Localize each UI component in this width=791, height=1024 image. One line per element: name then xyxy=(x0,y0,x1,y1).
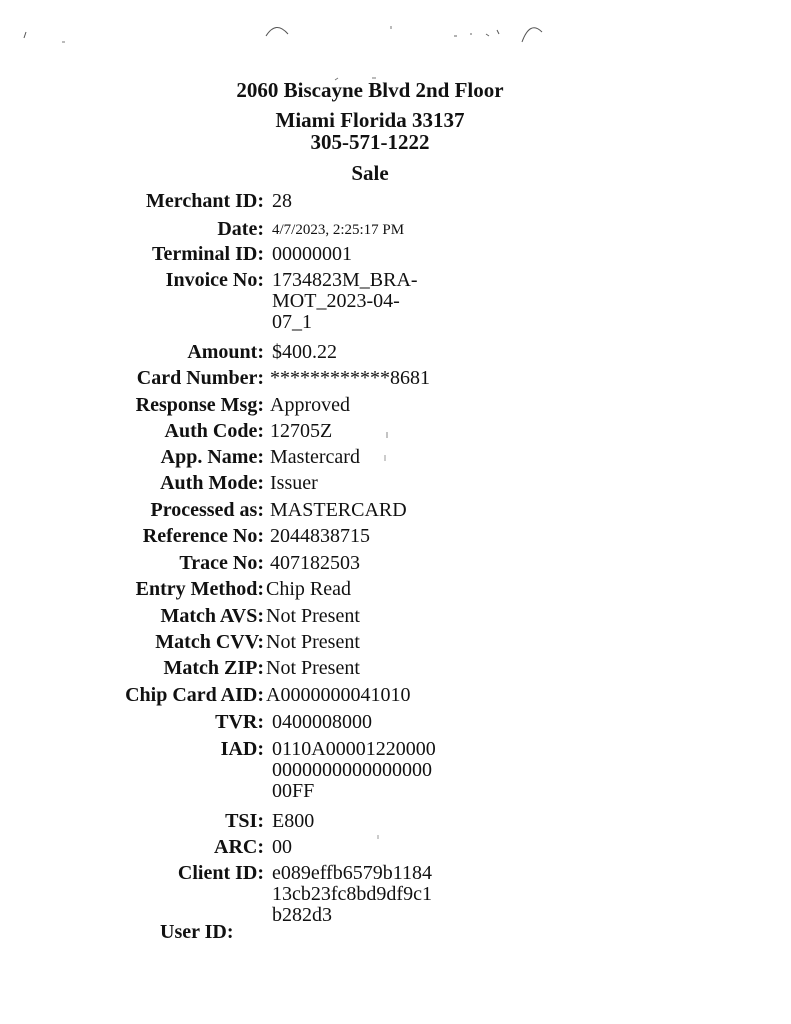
label-chip-card-aid: Chip Card AID: xyxy=(125,684,264,706)
value-entry-method: Chip Read xyxy=(266,578,351,600)
label-tvr: TVR: xyxy=(215,711,264,733)
label-processed-as: Processed as: xyxy=(150,499,264,521)
value-processed-as: MASTERCARD xyxy=(270,499,407,521)
label-user-id: User ID: xyxy=(160,921,234,943)
label-tsi: TSI: xyxy=(225,810,264,832)
cutoff-row-user-id xyxy=(160,921,460,943)
label-match-zip: Match ZIP: xyxy=(163,657,264,679)
label-reference-no: Reference No: xyxy=(142,525,264,547)
transaction-type: Sale xyxy=(351,161,389,185)
value-client-id: e089effb6579b1184 13cb23fc8bd9df9c1 b282d3 xyxy=(272,862,432,926)
label-invoice-no: Invoice No: xyxy=(165,269,264,291)
label-trace-no: Trace No: xyxy=(179,552,264,574)
value-auth-mode: Issuer xyxy=(270,472,318,494)
label-terminal-id: Terminal ID: xyxy=(151,243,264,265)
label-entry-method: Entry Method: xyxy=(135,578,264,600)
value-trace-no: 407182503 xyxy=(270,552,360,574)
value-match-zip: Not Present xyxy=(266,657,360,679)
label-arc: ARC: xyxy=(214,836,264,858)
value-chip-card-aid: A0000000041010 xyxy=(266,684,411,706)
value-merchant-id: 28 xyxy=(272,190,292,212)
value-tvr: 0400008000 xyxy=(272,711,372,733)
label-iad: IAD: xyxy=(220,738,264,760)
label-merchant-id: Merchant ID: xyxy=(146,190,264,212)
value-reference-no: 2044838715 xyxy=(270,525,370,547)
label-amount: Amount: xyxy=(187,341,264,363)
label-match-avs: Match AVS: xyxy=(160,605,264,627)
value-card-number: ************8681 xyxy=(270,367,430,389)
value-tsi: E800 xyxy=(272,810,315,832)
label-client-id: Client ID: xyxy=(177,862,264,884)
label-response-msg: Response Msg: xyxy=(135,394,264,416)
label-date: Date: xyxy=(217,218,264,240)
value-app-name: Mastercard xyxy=(270,446,360,468)
label-card-number: Card Number: xyxy=(136,367,264,389)
value-response-msg: Approved xyxy=(270,394,350,416)
label-app-name: App. Name: xyxy=(160,446,264,468)
scan-dots xyxy=(0,420,791,880)
value-date: 4/7/2023, 2:25:17 PM xyxy=(272,222,405,238)
value-arc: 00 xyxy=(272,836,292,858)
label-auth-mode: Auth Mode: xyxy=(160,472,264,494)
value-match-cvv: Not Present xyxy=(266,631,360,653)
value-auth-code: 12705Z xyxy=(270,420,333,442)
value-match-avs: Not Present xyxy=(266,605,360,627)
label-match-cvv: Match CVV: xyxy=(155,631,264,653)
merchant-city: Miami Florida 33137 xyxy=(275,108,465,132)
value-amount: $400.22 xyxy=(272,341,337,363)
label-auth-code: Auth Code: xyxy=(164,420,264,442)
merchant-phone: 305-571-1222 xyxy=(310,130,430,154)
scan-artifacts xyxy=(0,0,791,80)
merchant-address: 2060 Biscayne Blvd 2nd Floor xyxy=(236,78,504,102)
value-invoice-no: 1734823M_BRA- MOT_2023-04- 07_1 xyxy=(272,269,418,333)
value-terminal-id: 00000001 xyxy=(272,243,352,265)
value-iad: 0110A00001220000 0000000000000000 00FF xyxy=(272,738,436,802)
